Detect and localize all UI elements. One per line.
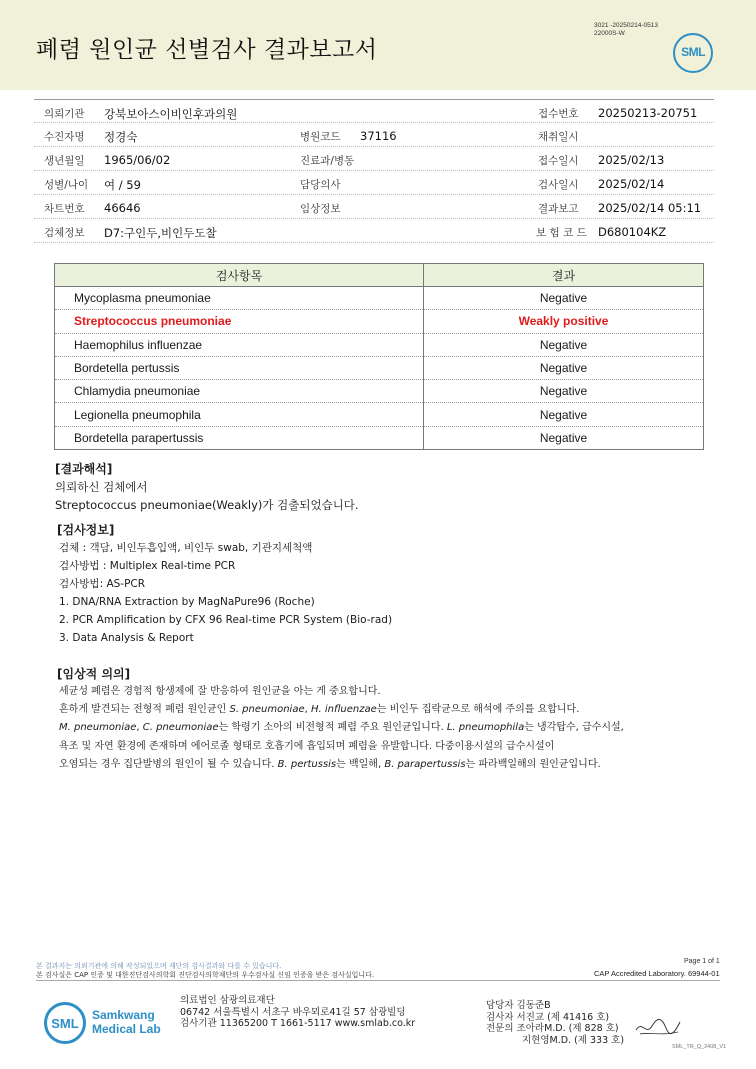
clinical-line-5	[59, 756, 719, 774]
document-code	[594, 22, 658, 38]
label-receipt-number: 접수번호	[538, 108, 579, 120]
value-institution: 강북보아스이비인후과의원	[104, 107, 238, 121]
value-receipt-number: 20250213-20751	[598, 106, 698, 120]
organism-name: H. influenzae	[310, 704, 377, 716]
test-info-line: 3. Data Analysis & Report	[59, 632, 194, 644]
test-item: Mycoplasma pneumoniae	[55, 287, 424, 310]
cap-accreditation: CAP Accredited Laboratory. 69944-01	[594, 969, 720, 978]
footer-note-line-2: 본 검사실은 CAP 인증 및 대한진단검사의학회 진단검사의학재단의 우수검사실 신임 인증을 받은 검사실입니다.	[36, 971, 375, 979]
table-row	[55, 287, 704, 310]
address-line-3: 검사기관 11365200 T 1661-5117 www.smlab.co.kr	[180, 1018, 416, 1029]
organism-name: B. pertussis	[277, 758, 337, 770]
test-item: Bordetella pertussis	[55, 356, 424, 379]
doc-code-line-2: 22000S-W	[594, 30, 625, 37]
test-result: Negative	[424, 426, 704, 449]
value-hospital-code: 37116	[360, 129, 397, 143]
label-hospital-code: 병원코드	[300, 131, 341, 143]
footer-note	[36, 962, 374, 980]
brand-line-2: Medical Lab	[92, 1022, 161, 1036]
logo-text: SML	[681, 45, 705, 59]
test-info-line: 검사방법 : Multiplex Real-time PCR	[59, 560, 236, 572]
interpretation-title: [결과해석]	[55, 462, 113, 476]
test-result: Negative	[424, 356, 704, 379]
clinical-line-2	[59, 701, 719, 719]
sml-logo-icon	[44, 1002, 86, 1044]
test-info-title: [검사정보]	[57, 523, 115, 537]
doc-code-line-1: 3021 -20250214-0513	[594, 22, 658, 29]
staff-list	[486, 1000, 624, 1046]
brand-name	[92, 1008, 161, 1036]
info-row-specimen	[34, 219, 714, 243]
test-result: Negative	[424, 380, 704, 403]
clinical-text: 는 비인두 집락균으로 해석에 주의를 요합니다.	[376, 704, 580, 716]
address-line-2: 06742 서울특별시 서초구 바우뫼로41길 57 삼광빌딩	[180, 1006, 406, 1018]
label-doctor: 담당의사	[300, 179, 341, 191]
staff-line: 지현영M.D. (제 333 호)	[522, 1034, 625, 1046]
label-institution: 의뢰기관	[44, 108, 85, 120]
column-header-item: 검사항목	[55, 264, 424, 287]
test-result: Negative	[424, 333, 704, 356]
results-table	[54, 263, 704, 450]
test-result: Weakly positive	[424, 310, 704, 333]
clinical-line-3	[59, 719, 719, 737]
report-title: 폐렴 원인균 선별검사 결과보고서	[36, 37, 378, 63]
value-report-date: 2025/02/14 05:11	[598, 201, 702, 215]
organism-name: C. pneumoniae	[142, 722, 219, 734]
table-row	[55, 380, 704, 403]
results-header-row	[55, 264, 704, 287]
clinical-line-1: 세균성 폐렴은 경험적 항생제에 잘 반응하여 원인균을 아는 게 중요합니다.	[59, 686, 381, 697]
test-result: Negative	[424, 287, 704, 310]
table-row-positive	[55, 310, 704, 333]
info-row-birth	[34, 147, 714, 171]
info-row-patient	[34, 123, 714, 147]
organism-name: B. parapertussis	[384, 758, 466, 770]
clinical-text: 오염되는 경우 집단발병의 원인이 될 수 있습니다.	[59, 758, 278, 770]
value-test-date: 2025/02/14	[598, 177, 665, 191]
clinical-text: ,	[136, 722, 143, 734]
clinical-title-text: [임상적 의의]	[57, 667, 131, 681]
brand-line-1: Samkwang	[92, 1008, 155, 1022]
value-patient-name: 정경숙	[104, 130, 138, 144]
page-number: Page 1 of 1	[684, 958, 720, 965]
test-info-line: 2. PCR Amplification by CFX 96 Real-time PCR System (Bio-rad)	[59, 614, 393, 626]
clinical-text: 는 파라백일해의 원인균입니다.	[465, 758, 601, 770]
test-item: Streptococcus pneumoniae	[55, 310, 424, 333]
value-sex-age: 여 / 59	[104, 178, 141, 192]
clinical-section	[59, 683, 719, 774]
test-info-line: 1. DNA/RNA Extraction by MagNaPure96 (Roche)	[59, 596, 315, 608]
info-row-sex-age	[34, 171, 714, 195]
clinical-text: 는 백일해,	[336, 758, 385, 770]
organism-name: L. pneumophila	[446, 722, 525, 734]
label-department: 진료과/병동	[300, 155, 355, 167]
clinical-text: 는 학령기 소아의 비전형적 폐렴 주요 원인균입니다.	[218, 722, 447, 734]
label-collection-date: 채취일시	[538, 131, 579, 143]
label-insurance-code: 보 험 코 드	[536, 227, 587, 239]
value-insurance-code: D680104KZ	[598, 225, 667, 239]
staff-line: 전문의 조아라M.D. (제 828 호)	[486, 1023, 619, 1034]
interpretation-line-1: 의뢰하신 검체에서	[55, 480, 148, 494]
organism-name: S. pneumoniae	[229, 704, 305, 716]
value-specimen: D7:구인두,비인두도찰	[104, 226, 217, 240]
clinical-text: ,	[304, 704, 311, 716]
table-row	[55, 356, 704, 379]
value-receipt-date: 2025/02/13	[598, 153, 665, 167]
label-sex-age: 성별/나이	[44, 179, 89, 191]
value-chart-number: 46646	[104, 201, 141, 215]
table-row	[55, 403, 704, 426]
footer-divider	[36, 980, 720, 981]
staff-line: 담당자 김동준B	[486, 1000, 551, 1011]
value-birth-date: 1965/06/02	[104, 153, 171, 167]
test-info-line: 검사방법: AS-PCR	[59, 578, 146, 590]
clinical-title	[57, 665, 130, 683]
footer-note-line-1: 본 결과지는 의뢰기관에 의해 작성되었으며 재단의 검사결과와 다를 수 있습니다.	[36, 962, 282, 970]
test-info-section	[57, 521, 392, 647]
test-item: Chlamydia pneumoniae	[55, 380, 424, 403]
sml-logo-icon	[673, 33, 713, 73]
test-info-line: 검체 : 객담, 비인두흡입액, 비인두 swab, 기관지세척액	[59, 542, 313, 554]
test-item: Haemophilus influenzae	[55, 333, 424, 356]
label-test-date: 검사일시	[538, 179, 579, 191]
label-report-date: 결과보고	[538, 203, 579, 215]
table-row	[55, 333, 704, 356]
form-code: SML_TR_Q_2408_V1	[672, 1044, 727, 1050]
lab-address	[180, 995, 415, 1030]
label-specimen: 검체정보	[44, 227, 85, 239]
test-result: Negative	[424, 403, 704, 426]
interpretation-line-2: Streptococcus pneumoniae(Weakly)가 검출되었습니다.	[55, 498, 359, 512]
staff-line: 검사자 서진교 (제 41416 호)	[486, 1011, 610, 1023]
label-receipt-date: 접수일시	[538, 155, 579, 167]
info-row-institution	[34, 99, 714, 123]
test-item: Legionella pneumophila	[55, 403, 424, 426]
logo-text: SML	[51, 1016, 79, 1031]
column-header-result: 결과	[424, 264, 704, 287]
address-line-1: 의료법인 삼광의료재단	[180, 995, 275, 1006]
clinical-text: 는 냉각탑수, 급수시설,	[524, 722, 624, 734]
label-birth-date: 생년월일	[44, 155, 85, 167]
organism-name: M. pneumoniae	[59, 722, 137, 734]
interpretation-section	[55, 460, 359, 514]
clinical-text: 흔하게 발견되는 전형적 폐렴 원인균인	[59, 704, 230, 716]
label-clinical-info: 임상정보	[300, 203, 341, 215]
info-row-chart	[34, 195, 714, 219]
test-item: Bordetella parapertussis	[55, 426, 424, 449]
table-row	[55, 426, 704, 449]
clinical-line-4: 욕조 및 자연 환경에 존재하며 에어로졸 형태로 호흡기에 흡입되며 폐렴을 유발합니다. 다중이용시설의 급수시설이	[59, 740, 555, 752]
label-chart-number: 차트번호	[44, 203, 85, 215]
label-patient-name: 수진자명	[44, 131, 85, 143]
signature-icon	[632, 1012, 682, 1042]
